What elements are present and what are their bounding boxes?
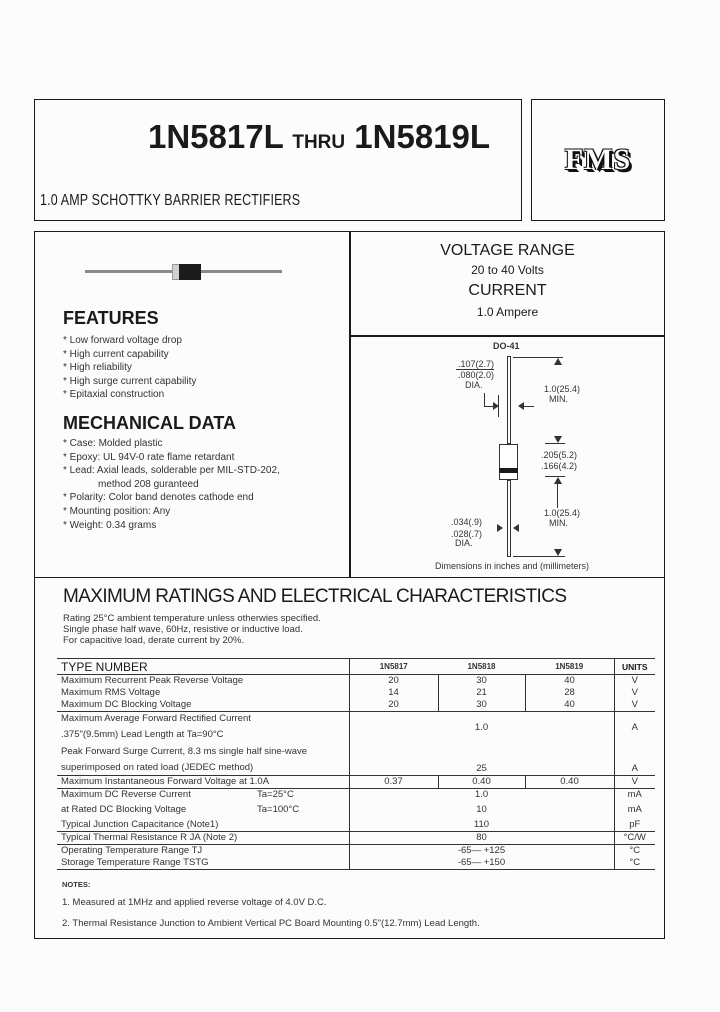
dim-line-body-top — [545, 443, 565, 444]
mechanical-item: method 208 guranteed — [98, 478, 199, 490]
arrow-right-icon — [497, 524, 503, 532]
dia-leader — [484, 393, 485, 406]
voltage-range-label: VOLTAGE RANGE — [440, 242, 575, 259]
body-len-max: .205(5.2) — [541, 450, 578, 460]
cathode-band — [499, 468, 518, 473]
lead-len-top: 1.0(25.4) — [544, 384, 581, 394]
header-1n5817: 1N5817 — [349, 659, 438, 675]
cell-unit: °C/W — [614, 832, 655, 845]
feature-item: * Low forward voltage drop — [63, 335, 182, 346]
mechanical-item: * Lead: Axial leads, solderable per MIL-STD-202, — [63, 465, 280, 477]
lead-dia-label: DIA. — [455, 538, 473, 548]
cell-unit: V — [614, 699, 655, 712]
feature-item: * High surge current capability — [63, 375, 197, 387]
table-row — [57, 776, 655, 789]
ratings-conditions — [63, 613, 321, 646]
cell-value: 25 — [349, 744, 614, 776]
cell-value: 110 — [349, 819, 614, 832]
header-units: UNITS — [614, 659, 655, 675]
row-label: Maximum Average Forward Rectified Current — [61, 713, 251, 724]
cell-value: -65— +150 — [349, 857, 614, 870]
cell-value: 1.0 — [349, 789, 614, 802]
condition-line: For capacitive load, derate current by 20%. — [63, 635, 245, 646]
part-to: 1N5819L — [354, 118, 491, 155]
feature-item: * High reliability — [63, 362, 132, 374]
row-label: .375"(9.5mm) Lead Length at Ta=90°C — [61, 729, 224, 740]
cell-unit: V — [614, 776, 655, 789]
cell-value: 14 — [349, 687, 438, 699]
cell-value: -65— +125 — [349, 845, 614, 858]
table-row — [57, 675, 655, 688]
mechanical-title: MECHANICAL DATA — [63, 413, 236, 433]
table-row — [57, 857, 655, 870]
cell-unit: °C — [614, 857, 655, 870]
cell-unit: V — [614, 675, 655, 688]
arrow-up-icon — [554, 477, 562, 484]
current-value: 1.0 Ampere — [476, 305, 539, 319]
cell-unit: pF — [614, 819, 655, 832]
table-row — [57, 819, 655, 832]
feature-item: * High current capability — [63, 348, 169, 360]
table-row — [57, 789, 655, 802]
arrow-line — [557, 484, 558, 508]
cell-unit: A — [614, 712, 655, 745]
cell-value: 0.40 — [560, 776, 579, 787]
current-label: CURRENT — [468, 282, 547, 299]
row-label: Maximum Recurrent Peak Reverse Voltage — [61, 675, 244, 686]
dimensions-footnote: Dimensions in inches and (millimeters) — [435, 561, 590, 571]
top-lead — [507, 356, 511, 444]
features-list — [63, 334, 196, 402]
row-label: Peak Forward Surge Current, 8.3 ms single half sine-wave — [61, 746, 308, 757]
row-label: Operating Temperature Range TJ — [61, 845, 203, 856]
logo-text: FMS — [564, 142, 632, 176]
table-row — [57, 845, 655, 858]
thru-label: THRU — [292, 132, 346, 153]
table-row — [57, 699, 655, 712]
header-1n5819: 1N5819 — [555, 661, 584, 671]
cell-unit: V — [614, 687, 655, 699]
arrow-down-icon — [554, 358, 562, 365]
arrow-left-icon — [513, 524, 519, 532]
cell-value: 0.40 — [438, 776, 525, 789]
condition-line: Single phase half wave, 60Hz, resistive or inductive load. — [63, 624, 303, 635]
body-dia-label: DIA. — [465, 380, 483, 390]
table-row — [57, 687, 655, 699]
row-label: Maximum Instantaneous Forward Voltage at 1.0A — [61, 776, 270, 787]
mechanical-item: * Case: Molded plastic — [63, 438, 163, 449]
diode-body — [179, 264, 201, 280]
mechanical-item: * Polarity: Color band denotes cathode end — [63, 492, 254, 504]
cell-value: 10 — [349, 801, 614, 819]
cell-value: 28 — [564, 687, 575, 698]
cell-value: 30 — [438, 699, 525, 712]
row-label: Typical Thermal Resistance R JA (Note 2) — [61, 832, 238, 843]
table-row — [57, 712, 655, 727]
subtitle: 1.0 AMP SCHOTTKY BARRIER RECTIFIERS — [40, 192, 301, 209]
cell-value: 0.37 — [349, 776, 438, 789]
page-title — [148, 118, 490, 156]
cell-unit: mA — [614, 801, 655, 819]
label-text: at Rated DC Blocking Voltage — [61, 804, 187, 815]
cell-value: 20 — [349, 699, 438, 712]
table-row — [57, 801, 655, 819]
row-label: Typical Junction Capacitance (Note1) — [61, 819, 219, 830]
row-label: Storage Temperature Range TSTG — [61, 857, 209, 868]
body-dia-min: .080(2.0) — [458, 370, 495, 380]
table-row — [57, 744, 655, 760]
lead-len-top-min: MIN. — [549, 394, 568, 404]
label-text: Maximum DC Reverse Current — [61, 789, 191, 800]
cell-value: 1.0 — [349, 712, 614, 745]
dim-line-bottom — [513, 556, 565, 557]
cell-value: 40 — [564, 699, 575, 710]
row-label — [57, 789, 349, 802]
voltage-range-value: 20 to 40 Volts — [471, 263, 544, 277]
horizontal-divider — [349, 335, 665, 337]
cell-unit: °C — [614, 845, 655, 858]
lead-dia-max: .034(.9) — [451, 517, 483, 527]
row-label: Maximum RMS Voltage — [61, 687, 161, 698]
row-label — [57, 801, 349, 819]
features-title: FEATURES — [63, 308, 159, 328]
condition-text: Ta=100°C — [257, 804, 300, 815]
table-row — [57, 832, 655, 845]
dia-leader-right — [524, 406, 534, 407]
mechanical-list — [63, 437, 280, 532]
lead-len-bottom-min: MIN. — [549, 518, 568, 528]
condition-line: Rating 25°C ambient temperature unless otherwies specified. — [63, 613, 321, 624]
row-label: superimposed on rated load (JEDEC method) — [61, 761, 254, 773]
ratings-table — [57, 658, 655, 870]
row-label: Maximum DC Blocking Voltage — [61, 699, 192, 710]
cell-value: 80 — [349, 832, 614, 845]
notes-title: NOTES: — [62, 880, 91, 889]
feature-item: * Epitaxial construction — [63, 389, 165, 401]
cell-value: 20 — [349, 675, 438, 688]
mechanical-item: * Epoxy: UL 94V-0 rate flame retardant — [63, 451, 235, 463]
cell-unit: mA — [614, 789, 655, 802]
body-len-min: .166(4.2) — [541, 461, 578, 471]
cell-value: 40 — [564, 675, 575, 686]
cell-unit: A — [614, 744, 655, 776]
package-body — [499, 444, 518, 480]
condition-text: Ta=25°C — [257, 789, 294, 800]
arrow-up-icon — [554, 436, 562, 443]
part-from: 1N5817L — [148, 118, 284, 155]
lead-dia-min: .028(.7) — [451, 529, 483, 539]
dia-leader — [484, 406, 494, 407]
note-1: 1. Measured at 1MHz and applied reverse voltage of 4.0V D.C. — [62, 897, 327, 908]
arrow-down-icon — [554, 549, 562, 556]
cell-value: 30 — [438, 675, 525, 688]
header-type-number: TYPE NUMBER — [61, 659, 148, 674]
header-1n5818: 1N5818 — [467, 661, 496, 671]
mechanical-item: * Weight: 0.34 grams — [63, 519, 157, 531]
table-header-row — [57, 659, 655, 675]
mechanical-item: * Mounting position: Any — [63, 505, 171, 517]
note-2: 2. Thermal Resistance Junction to Ambient Vertical PC Board Mounting 0.5"(12.7mm) Lead Length. — [62, 918, 480, 929]
dia-tick — [498, 395, 499, 417]
body-dia-max: .107(2.7) — [458, 359, 495, 369]
lead-len-bottom: 1.0(25.4) — [544, 508, 581, 518]
cell-value: 21 — [438, 687, 525, 699]
bottom-lead — [507, 480, 511, 557]
ratings-title: MAXIMUM RATINGS AND ELECTRICAL CHARACTERISTICS — [63, 586, 567, 607]
logo — [531, 99, 665, 220]
package-name: DO-41 — [493, 341, 520, 351]
